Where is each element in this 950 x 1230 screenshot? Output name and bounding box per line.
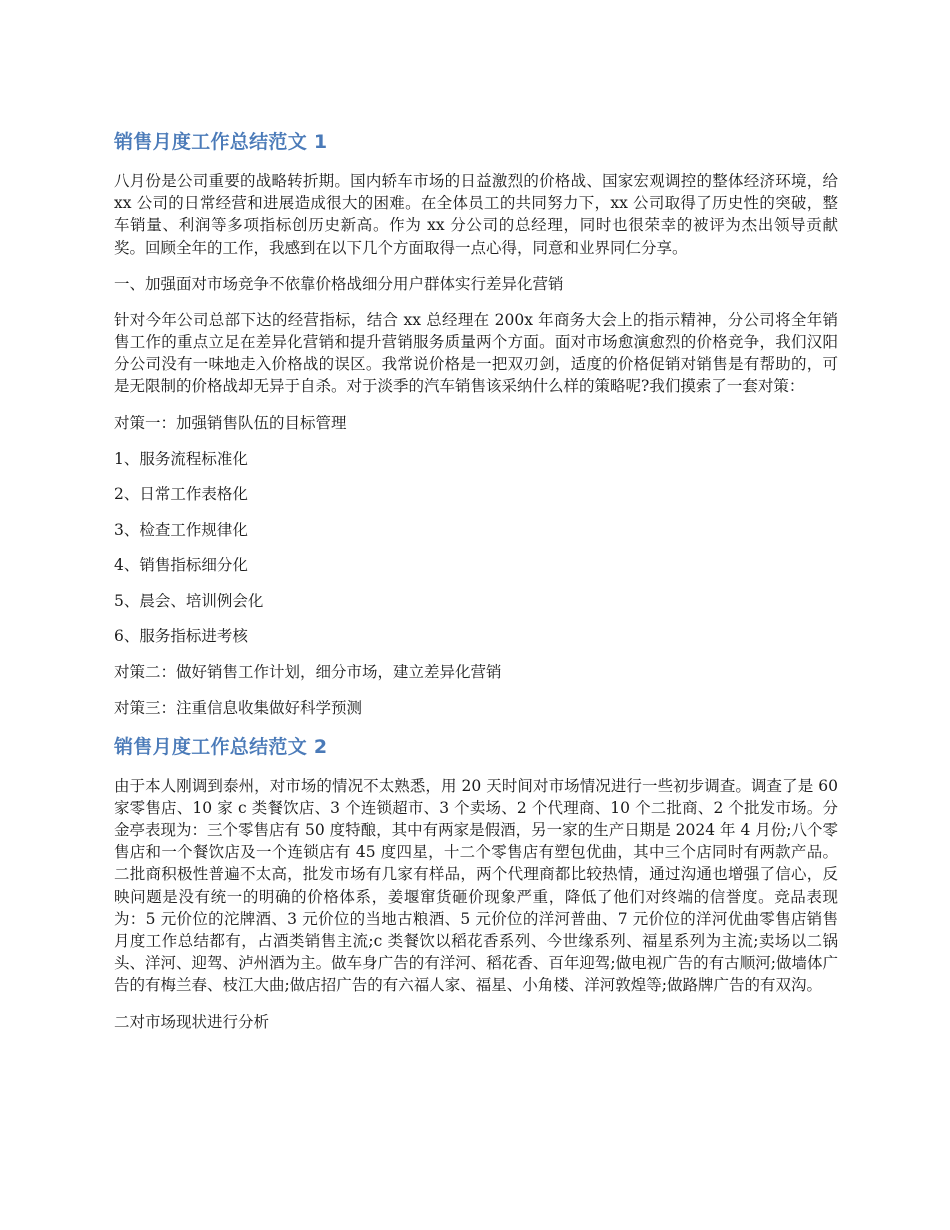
list-item: 1、服务流程标准化 [114, 449, 248, 468]
section-1-paragraph-2: 针对今年公司总部下达的经营指标，结合 xx 总经理在 200x 年商务大会上的指示精神，分公司将全年销售工作的重点立足在差异化营销和提升营销服务质量两个方面。面对市场愈演愈烈的价格竞争，我们汉阳分公司没有一味地走入价格战的误区。我常说价格是一把双刃剑，适度的价格促销对销售是有帮助的，可是无限制的价格战却无异于自杀。对于淡季的汽车销售该采纳什么样的策略呢?我们摸索了一套对策： [114, 310, 838, 396]
list-item: 5、晨会、培训例会化 [114, 591, 264, 610]
list-item: 3、检查工作规律化 [114, 520, 248, 539]
section-1-point-1: 一、加强面对市场竞争不依靠价格战细分用户群体实行差异化营销 [114, 274, 564, 293]
section-2-title: 销售月度工作总结范文 2 [114, 735, 328, 758]
strategy-2: 对策二：做好销售工作计划，细分市场，建立差异化营销 [114, 662, 502, 681]
strategy-1: 对策一：加强销售队伍的目标管理 [114, 413, 347, 432]
section-1-intro-paragraph: 八月份是公司重要的战略转折期。国内轿车市场的日益激烈的价格战、国家宏观调控的整体经济环境，给 xx 公司的日常经营和进展造成很大的困难。在全体员工的共同努力下，xx 公司取得了历史性的突破，整车销量、利润等多项指标创历史新高。作为 xx 分公司的总经理，同时也很荣幸的被评为杰出领导贡献奖。回顾全年的工作，我感到在以下几个方面取得一点心得，同意和业界同仁分享。 [114, 172, 838, 257]
section-1-title: 销售月度工作总结范文 1 [114, 131, 328, 153]
document-page [114, 128, 838, 1047]
list-item: 4、销售指标细分化 [114, 556, 248, 575]
strategy-3: 对策三：注重信息收集做好科学预测 [114, 698, 363, 717]
list-item: 6、服务指标进考核 [114, 627, 248, 646]
section-2-point-2: 二对市场现状进行分析 [114, 1012, 270, 1031]
section-2-paragraph-1: 由于本人刚调到泰州，对市场的情况不太熟悉，用 20 天时间对市场情况进行一些初步调查。调查了是 60 家零售店、10 家 c 类餐饮店、3 个连锁超市、3 个卖场、2 个代理商、10 个二批商、2 个批发市场。分金亭表现为：三个零售店有 50 度特酿，其中有两家是假酒，另一家的生产日期是 2024 年 4 月份;八个零售店和一个餐饮店及一个连锁店有 45 度四星，十二个零售店有塑包优曲，其中三个店同时有两款产品。二批商积极性普遍不太高，批发市场有几家有样品，两个代理商都比较热情，通过沟通也增强了信心，反映问题是没有统一的明确的价格体系，姜堰窜货砸价现象严重，降低了他们对终端的信誉度。竞品表现为：5 元价位的沱牌酒、3 元价位的当地古粮酒、5 元价位的洋河普曲、7 元价位的洋河优曲零售店销售月度工作总结都有，占酒类销售主流;c 类餐饮以稻花香系列、今世缘系列、福星系列为主流;卖场以二锅头、洋河、迎驾、泸州酒为主。做车身广告的有洋河、稻花香、百年迎驾;做电视广告的有古顺河;做墙体广告的有梅兰春、枝江大曲;做店招广告的有六福人家、福星、小角楼、洋河敦煌等;做路牌广告的有双沟。 [114, 776, 838, 995]
list-item: 2、日常工作表格化 [114, 485, 248, 504]
